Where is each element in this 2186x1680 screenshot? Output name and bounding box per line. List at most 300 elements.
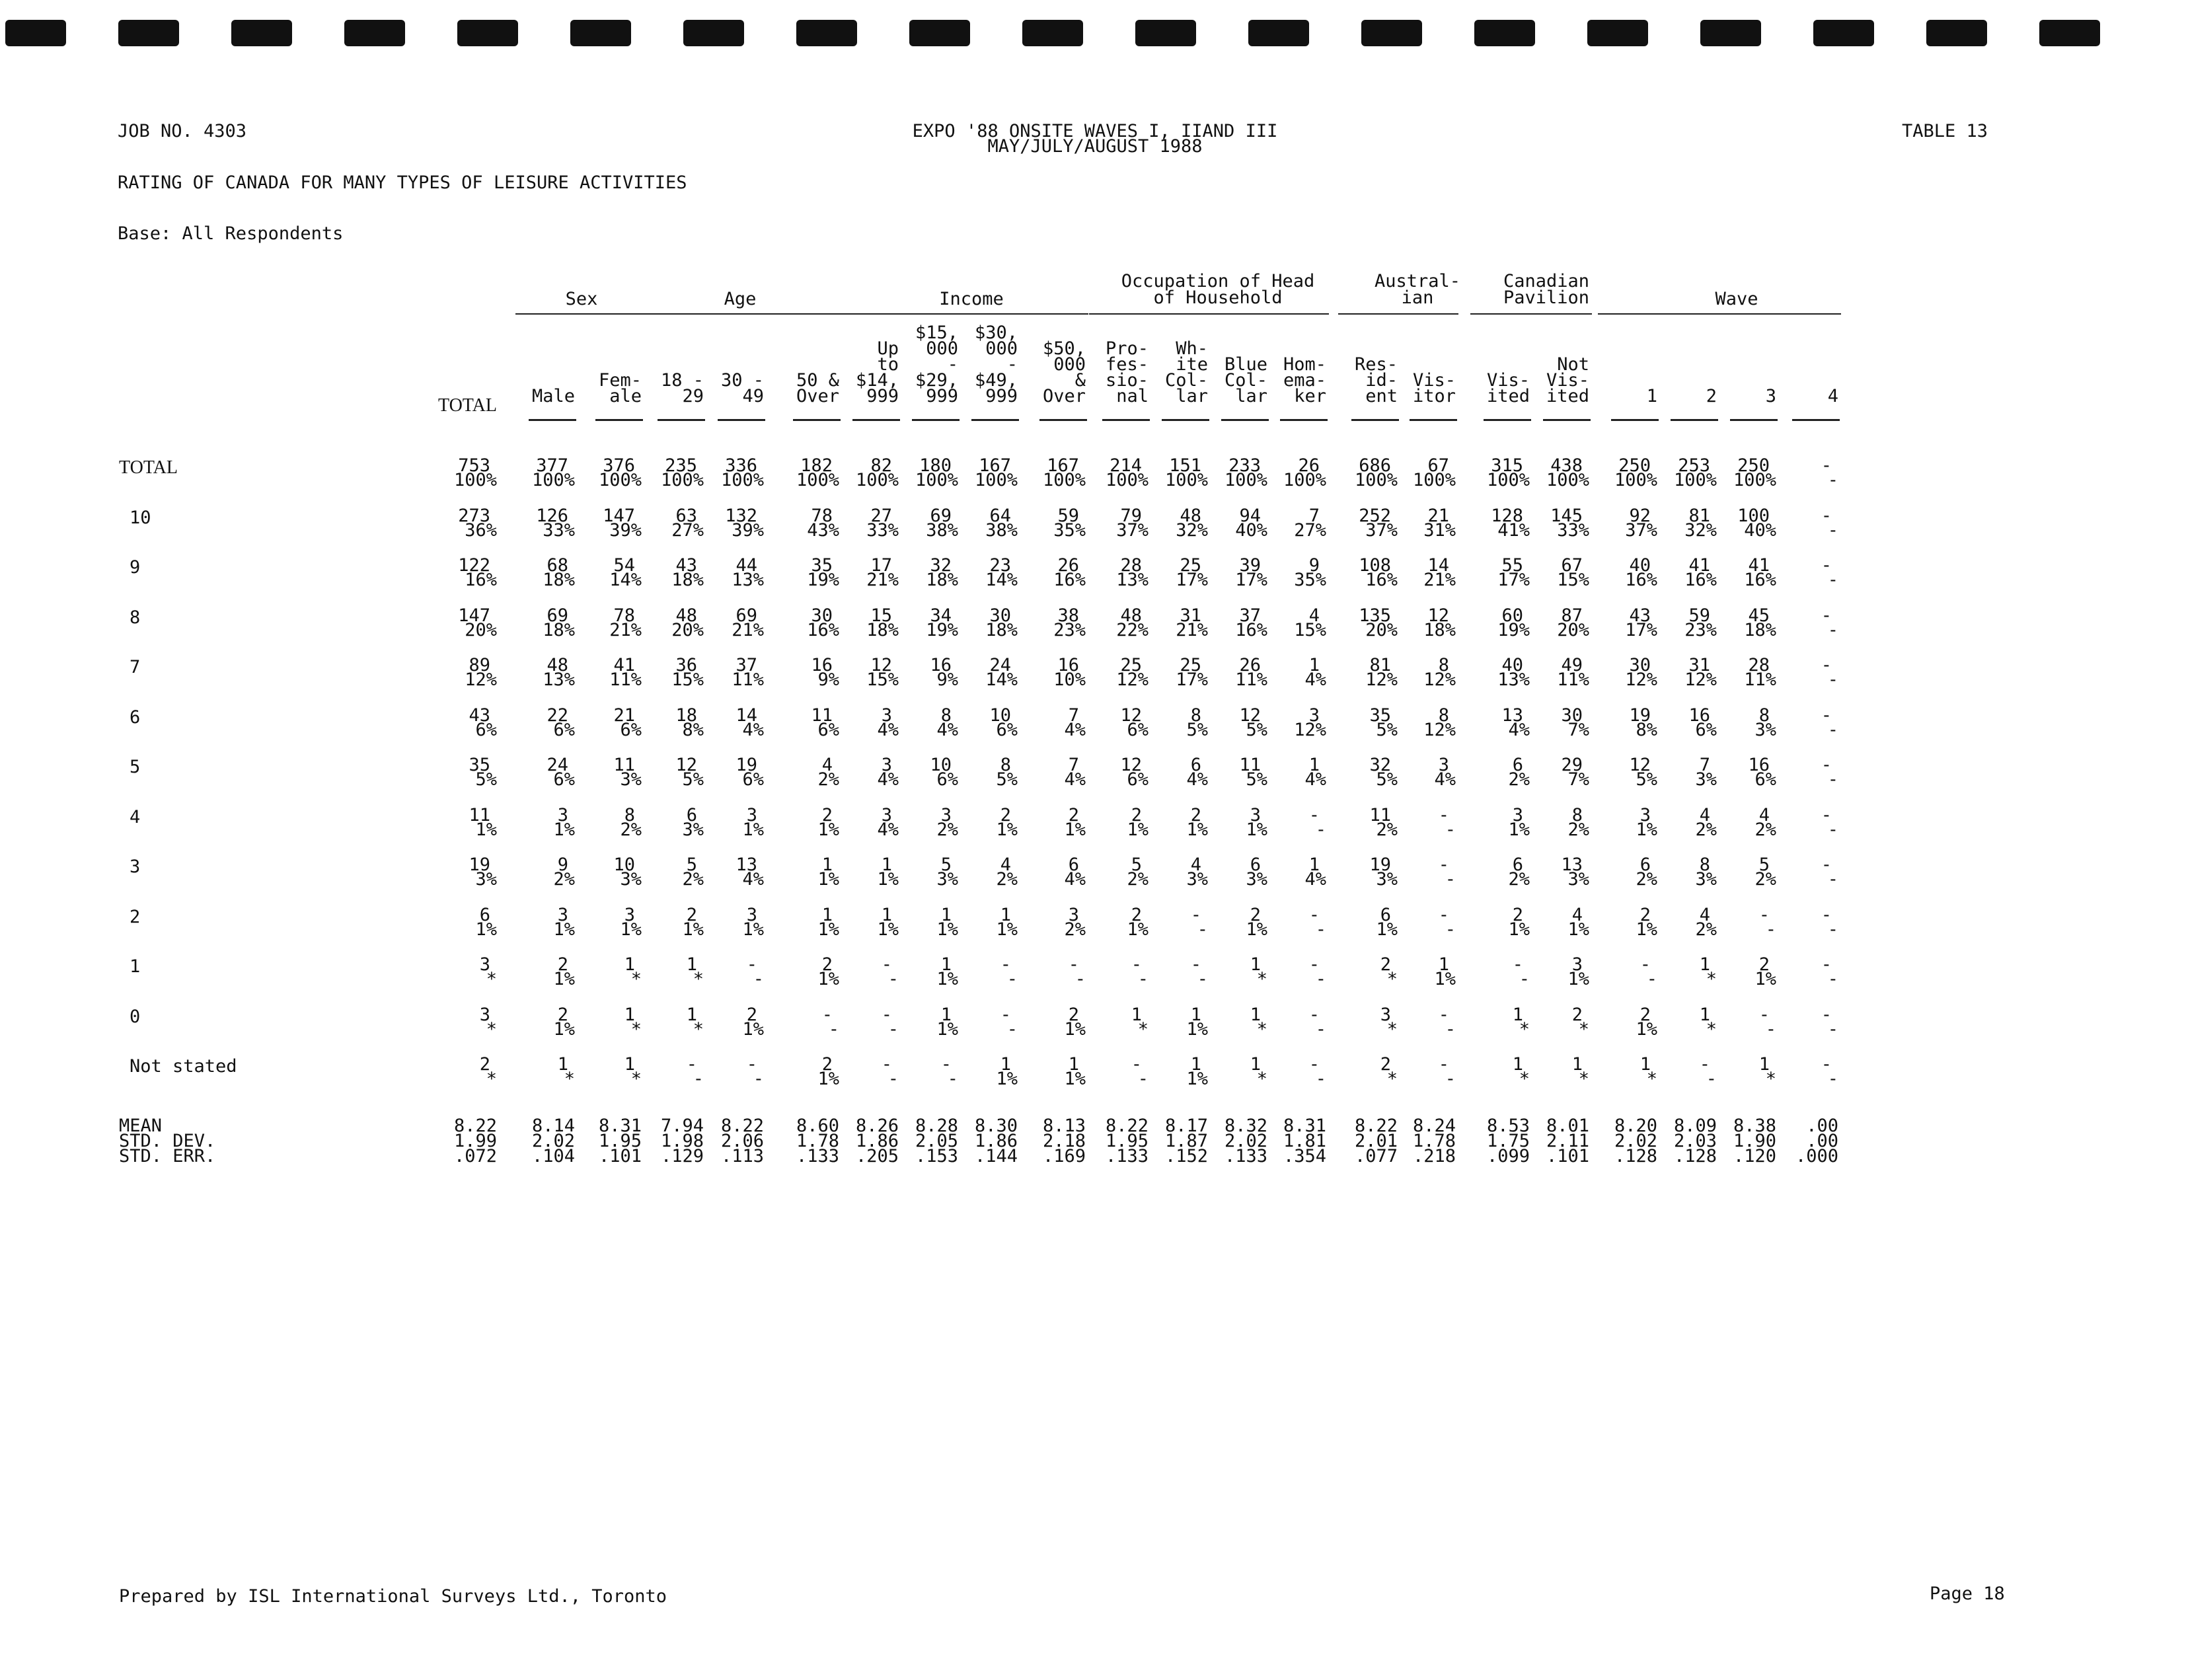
count-cell: 145 <box>1550 506 1583 526</box>
count-cell: 24 <box>546 755 568 775</box>
percent-cell: 2% <box>996 869 1018 890</box>
percent-cell: 2% <box>936 820 958 840</box>
percent-cell: 33% <box>543 520 575 541</box>
percent-cell: 4% <box>877 769 899 790</box>
percent-cell: 100% <box>660 470 704 490</box>
percent-cell: - <box>1519 969 1530 989</box>
percent-cell: 20% <box>465 620 497 640</box>
column-underline <box>658 419 705 421</box>
percent-cell: 9% <box>936 669 958 690</box>
count-cell: 6 <box>1250 855 1261 875</box>
percent-cell: * <box>1256 1069 1267 1089</box>
percent-cell: 1% <box>1508 820 1530 840</box>
stat-cell: .00 <box>1806 1116 1838 1136</box>
feed-hole <box>1135 20 1196 46</box>
percent-cell: - <box>1445 1069 1456 1089</box>
count-cell: 13 <box>1561 855 1583 875</box>
percent-cell: 18% <box>926 570 958 590</box>
percent-cell: - <box>1827 919 1838 940</box>
percent-cell: 36% <box>465 520 497 541</box>
stat-cell: 8.09 <box>1673 1116 1717 1136</box>
count-cell: 8 <box>1699 855 1710 875</box>
stat-cell: 8.22 <box>1354 1116 1398 1136</box>
count-cell: 5 <box>1758 855 1770 875</box>
column-underline <box>1543 419 1591 421</box>
column-underline <box>1611 419 1659 421</box>
count-cell: 2 <box>1640 1005 1651 1025</box>
percent-cell: 11% <box>732 669 764 690</box>
count-cell: 45 <box>1748 605 1770 626</box>
count-cell: - <box>1131 954 1142 975</box>
percent-cell: 100% <box>855 470 899 490</box>
stat-cell: .101 <box>598 1146 642 1166</box>
percent-cell: 13% <box>543 669 575 690</box>
percent-cell: * <box>1519 1069 1530 1089</box>
column-underline <box>1039 419 1087 421</box>
count-cell: 6 <box>1640 855 1651 875</box>
count-cell: - <box>1640 954 1651 975</box>
percent-cell: - <box>1827 969 1838 989</box>
count-cell: 41 <box>1748 555 1770 576</box>
percent-cell: 21% <box>609 620 642 640</box>
percent-cell: 23% <box>1053 620 1086 640</box>
percent-cell: - <box>887 1019 899 1040</box>
count-cell: 18 <box>675 705 697 726</box>
percent-cell: - <box>1827 820 1838 840</box>
count-cell: 1 <box>881 905 892 925</box>
count-cell: - <box>686 1054 697 1075</box>
count-cell: - <box>1000 954 1011 975</box>
stat-cell: 1.99 <box>453 1131 497 1151</box>
column-header: Fem- ale <box>598 370 642 406</box>
count-cell: 250 <box>1618 455 1651 476</box>
count-cell: - <box>1821 755 1832 775</box>
count-cell: 180 <box>919 455 952 476</box>
count-cell: 6 <box>1190 755 1201 775</box>
percent-cell: 1% <box>475 820 497 840</box>
percent-cell: - <box>1706 1069 1717 1089</box>
percent-cell: 2% <box>1127 869 1149 890</box>
count-cell: 8 <box>1438 655 1449 675</box>
count-cell: 92 <box>1629 506 1651 526</box>
count-cell: - <box>1821 1054 1832 1075</box>
stat-cell: 8.38 <box>1733 1116 1776 1136</box>
count-cell: 1 <box>1000 905 1011 925</box>
stat-cell: 1.86 <box>855 1131 899 1151</box>
count-cell: - <box>1821 555 1832 576</box>
count-cell: 11 <box>613 755 635 775</box>
count-cell: 3 <box>557 905 568 925</box>
count-cell: 2 <box>821 1054 833 1075</box>
count-cell: 28 <box>1120 555 1142 576</box>
percent-cell: 6% <box>475 720 497 740</box>
stat-cell: 8.31 <box>1283 1116 1326 1136</box>
group-header: Occupation of Head of Household <box>1121 271 1315 308</box>
percent-cell: 11% <box>1744 669 1776 690</box>
stat-cell: 1.75 <box>1486 1131 1530 1151</box>
feed-hole <box>1926 20 1987 46</box>
percent-cell: 4% <box>877 820 899 840</box>
feed-hole <box>909 20 970 46</box>
count-cell: 6 <box>1380 905 1391 925</box>
row-label: 7 <box>130 657 141 677</box>
count-cell: - <box>1438 855 1449 875</box>
count-cell: - <box>1512 954 1523 975</box>
percent-cell: 12% <box>1423 669 1456 690</box>
count-cell: - <box>746 954 757 975</box>
percent-cell: 3% <box>1567 869 1589 890</box>
count-cell: 4 <box>1190 855 1201 875</box>
stat-cell: 8.24 <box>1412 1116 1456 1136</box>
count-cell: 81 <box>1688 506 1710 526</box>
percent-cell: 1% <box>1246 820 1267 840</box>
percent-cell: 1% <box>742 919 764 940</box>
count-cell: 3 <box>746 905 757 925</box>
row-label: 1 <box>130 956 141 977</box>
count-cell: 30 <box>1629 655 1651 675</box>
count-cell: 2 <box>1380 1054 1391 1075</box>
group-underline <box>644 313 842 315</box>
percent-cell: - <box>1006 969 1018 989</box>
count-cell: - <box>1438 1005 1449 1025</box>
count-cell: 12 <box>1629 755 1651 775</box>
count-cell: - <box>1821 605 1832 626</box>
percent-cell: 3% <box>1246 869 1267 890</box>
count-cell: 7 <box>1699 755 1710 775</box>
count-cell: - <box>1821 655 1832 675</box>
percent-cell: * <box>1646 1069 1657 1089</box>
column-underline <box>1792 419 1840 421</box>
count-cell: 151 <box>1169 455 1201 476</box>
count-cell: 12 <box>1120 755 1142 775</box>
table-number: TABLE 13 <box>1902 121 1988 141</box>
percent-cell: 4% <box>1304 769 1326 790</box>
column-header: $30, 000 - $49, 999 <box>974 323 1018 406</box>
percent-cell: - <box>1827 869 1838 890</box>
count-cell: 8 <box>1190 705 1201 726</box>
count-cell: 3 <box>1571 954 1583 975</box>
stat-cell: .152 <box>1164 1146 1208 1166</box>
percent-cell: * <box>1256 1019 1267 1040</box>
group-header: Canadian Pavilion <box>1503 271 1590 308</box>
percent-cell: 1% <box>1186 820 1208 840</box>
count-cell: 8 <box>1438 705 1449 726</box>
column-underline <box>1102 419 1150 421</box>
row-label: 5 <box>130 757 141 777</box>
count-cell: 63 <box>675 506 697 526</box>
percent-cell: - <box>1315 820 1326 840</box>
question-title: RATING OF CANADA FOR MANY TYPES OF LEISURE ACTIVITIES <box>118 172 687 193</box>
stat-cell: 1.87 <box>1164 1131 1208 1151</box>
count-cell: 3 <box>940 805 952 825</box>
percent-cell: 17% <box>1176 669 1208 690</box>
count-cell: 214 <box>1110 455 1142 476</box>
percent-cell: 4% <box>877 720 899 740</box>
tractor-feed-holes <box>5 20 2166 46</box>
count-cell: - <box>1821 905 1832 925</box>
feed-hole <box>457 20 518 46</box>
count-cell: 8 <box>940 705 952 726</box>
count-cell: 28 <box>1748 655 1770 675</box>
group-underline <box>1089 313 1329 315</box>
percent-cell: 31% <box>1423 520 1456 541</box>
count-cell: 3 <box>479 1005 490 1025</box>
percent-cell: 18% <box>1423 620 1456 640</box>
percent-cell: 100% <box>531 470 575 490</box>
percent-cell: 6% <box>620 720 642 740</box>
percent-cell: 1% <box>1127 919 1149 940</box>
percent-cell: 2% <box>1754 820 1776 840</box>
stat-cell: 1.78 <box>796 1131 839 1151</box>
column-underline <box>595 419 643 421</box>
percent-cell: 21% <box>866 570 899 590</box>
percent-cell: 2% <box>682 869 704 890</box>
percent-cell: 1% <box>1186 1019 1208 1040</box>
percent-cell: 33% <box>1557 520 1589 541</box>
column-header: $15, 000 - $29, 999 <box>915 323 958 406</box>
count-cell: 3 <box>746 805 757 825</box>
count-cell: 19 <box>735 755 757 775</box>
count-cell: 25 <box>1180 655 1201 675</box>
stat-cell: 1.95 <box>1105 1131 1149 1151</box>
percent-cell: 1% <box>817 820 839 840</box>
row-label: 10 <box>130 508 151 528</box>
count-cell: 41 <box>613 655 635 675</box>
percent-cell: - <box>1646 969 1657 989</box>
count-cell: 11 <box>469 805 490 825</box>
percent-cell: * <box>1386 1069 1398 1089</box>
percent-cell: 20% <box>1557 620 1589 640</box>
count-cell: 2 <box>1380 954 1391 975</box>
stat-cell: 1.81 <box>1283 1131 1326 1151</box>
count-cell: 3 <box>1512 805 1523 825</box>
percent-cell: 16% <box>1235 620 1267 640</box>
count-cell: 69 <box>930 506 952 526</box>
count-cell: 7 <box>1068 705 1079 726</box>
percent-cell: 1% <box>553 969 575 989</box>
count-cell: 48 <box>675 605 697 626</box>
percent-cell: 100% <box>1733 470 1776 490</box>
count-cell: 10 <box>930 755 952 775</box>
percent-cell: 1% <box>996 1069 1018 1089</box>
count-cell: 69 <box>735 605 757 626</box>
percent-cell: 1% <box>742 820 764 840</box>
count-cell: - <box>1131 1054 1142 1075</box>
count-cell: - <box>746 1054 757 1075</box>
count-cell: 16 <box>1688 705 1710 726</box>
percent-cell: - <box>1315 1019 1326 1040</box>
count-cell: 59 <box>1057 506 1079 526</box>
count-cell: 2 <box>746 1005 757 1025</box>
count-cell: 24 <box>989 655 1011 675</box>
count-cell: 14 <box>1427 555 1449 576</box>
percent-cell: 6% <box>1754 769 1776 790</box>
count-cell: 147 <box>458 605 490 626</box>
feed-hole <box>1813 20 1874 46</box>
count-cell: 78 <box>613 605 635 626</box>
count-cell: 3 <box>881 805 892 825</box>
stat-cell: .133 <box>1224 1146 1267 1166</box>
stat-cell: 8.20 <box>1614 1116 1657 1136</box>
count-cell: 4 <box>1699 905 1710 925</box>
count-cell: 2 <box>1131 805 1142 825</box>
percent-cell: 1% <box>1064 820 1086 840</box>
count-cell: 753 <box>458 455 490 476</box>
count-cell: 2 <box>1571 1005 1583 1025</box>
percent-cell: 5% <box>475 769 497 790</box>
percent-cell: - <box>1827 720 1838 740</box>
count-cell: 6 <box>1512 855 1523 875</box>
percent-cell: 2% <box>1064 919 1086 940</box>
percent-cell: - <box>1827 520 1838 541</box>
percent-cell: * <box>1706 969 1717 989</box>
percent-cell: - <box>1197 969 1208 989</box>
percent-cell: 11% <box>609 669 642 690</box>
count-cell: 3 <box>479 954 490 975</box>
count-cell: - <box>1699 1054 1710 1075</box>
percent-cell: 17% <box>1625 620 1657 640</box>
stat-cell: 8.60 <box>796 1116 839 1136</box>
count-cell: 21 <box>1427 506 1449 526</box>
percent-cell: 35% <box>1053 520 1086 541</box>
count-cell: 1 <box>1190 1005 1201 1025</box>
count-cell: 4 <box>821 755 833 775</box>
stat-cell: 2.11 <box>1546 1131 1589 1151</box>
percent-cell: - <box>753 1069 764 1089</box>
percent-cell: 20% <box>671 620 704 640</box>
row-label: Not stated <box>130 1056 237 1077</box>
percent-cell: 15% <box>866 669 899 690</box>
percent-cell: 40% <box>1744 520 1776 541</box>
count-cell: 16 <box>1748 755 1770 775</box>
percent-cell: 43% <box>807 520 839 541</box>
count-cell: 30 <box>989 605 1011 626</box>
column-underline <box>718 419 765 421</box>
count-cell: 5 <box>686 855 697 875</box>
percent-cell: * <box>1386 1019 1398 1040</box>
count-cell: 2 <box>1068 1005 1079 1025</box>
group-header: Sex <box>565 289 598 309</box>
count-cell: - <box>1821 954 1832 975</box>
count-cell: 233 <box>1228 455 1261 476</box>
stat-cell: 1.78 <box>1412 1131 1456 1151</box>
percent-cell: 100% <box>1546 470 1589 490</box>
stat-cell: .104 <box>531 1146 575 1166</box>
count-cell: 5 <box>1131 855 1142 875</box>
count-cell: 1 <box>1699 1005 1710 1025</box>
count-cell: 44 <box>735 555 757 576</box>
percent-cell: 12% <box>1294 720 1326 740</box>
percent-cell: * <box>1706 1019 1717 1040</box>
count-cell: 79 <box>1120 506 1142 526</box>
stat-cell: 2.03 <box>1673 1131 1717 1151</box>
percent-cell: 3% <box>1186 869 1208 890</box>
feed-hole <box>2039 20 2100 46</box>
row-label: 8 <box>130 607 141 628</box>
count-cell: 7 <box>1308 506 1320 526</box>
count-cell: 30 <box>811 605 833 626</box>
count-cell: 1 <box>821 905 833 925</box>
percent-cell: 100% <box>1224 470 1267 490</box>
count-cell: - <box>1438 805 1449 825</box>
stat-cell: 2.02 <box>1224 1131 1267 1151</box>
count-cell: 1 <box>686 954 697 975</box>
percent-cell: 32% <box>1684 520 1717 541</box>
percent-cell: 100% <box>915 470 958 490</box>
percent-cell: * <box>486 969 497 989</box>
percent-cell: 100% <box>1105 470 1149 490</box>
stat-label: MEAN <box>119 1116 163 1136</box>
percent-cell: 1% <box>936 919 958 940</box>
row-label: 9 <box>130 557 141 578</box>
column-header: 18 - 29 <box>660 370 704 406</box>
count-cell: 48 <box>1120 605 1142 626</box>
count-cell: 1 <box>940 954 952 975</box>
percent-cell: 100% <box>598 470 642 490</box>
count-cell: - <box>881 1005 892 1025</box>
count-cell: 6 <box>1068 855 1079 875</box>
count-cell: - <box>1000 1005 1011 1025</box>
percent-cell: 3% <box>475 869 497 890</box>
percent-cell: - <box>1765 1019 1776 1040</box>
feed-hole <box>1700 20 1761 46</box>
percent-cell: - <box>1827 620 1838 640</box>
count-cell: 1 <box>1640 1054 1651 1075</box>
percent-cell: 1% <box>1754 969 1776 989</box>
column-underline <box>1484 419 1531 421</box>
count-cell: 1 <box>1308 755 1320 775</box>
count-cell: - <box>1068 954 1079 975</box>
percent-cell: 40% <box>1235 520 1267 541</box>
page-number: Page 18 <box>1930 1584 2005 1604</box>
stat-cell: .169 <box>1042 1146 1086 1166</box>
percent-cell: 38% <box>985 520 1018 541</box>
group-header: Age <box>724 289 757 309</box>
percent-cell: * <box>1137 1019 1149 1040</box>
percent-cell: 1% <box>877 919 899 940</box>
percent-cell: 4% <box>1064 769 1086 790</box>
percent-cell: - <box>1315 1069 1326 1089</box>
feed-hole <box>1022 20 1083 46</box>
percent-cell: 7% <box>1567 720 1589 740</box>
count-cell: 1 <box>1250 954 1261 975</box>
count-cell: 9 <box>1308 555 1320 576</box>
row-label: TOTAL <box>119 457 178 478</box>
count-cell: 26 <box>1057 555 1079 576</box>
feed-hole <box>344 20 405 46</box>
stat-cell: .205 <box>855 1146 899 1166</box>
percent-cell: 1% <box>553 1019 575 1040</box>
percent-cell: 3% <box>620 869 642 890</box>
stat-cell: 2.05 <box>915 1131 958 1151</box>
count-cell: 3 <box>557 805 568 825</box>
percent-cell: 8% <box>1636 720 1657 740</box>
count-cell: 2 <box>1640 905 1651 925</box>
percent-cell: 1% <box>1064 1019 1086 1040</box>
stat-cell: 1.90 <box>1733 1131 1776 1151</box>
count-cell: 2 <box>821 954 833 975</box>
percent-cell: 1% <box>1246 919 1267 940</box>
count-cell: 3 <box>1250 805 1261 825</box>
count-cell: - <box>1821 455 1832 476</box>
percent-cell: 2% <box>1754 869 1776 890</box>
count-cell: 3 <box>1068 905 1079 925</box>
feed-hole <box>5 20 66 46</box>
percent-cell: 16% <box>1625 570 1657 590</box>
count-cell: 67 <box>1427 455 1449 476</box>
count-cell: 37 <box>1239 605 1261 626</box>
percent-cell: - <box>1765 919 1776 940</box>
